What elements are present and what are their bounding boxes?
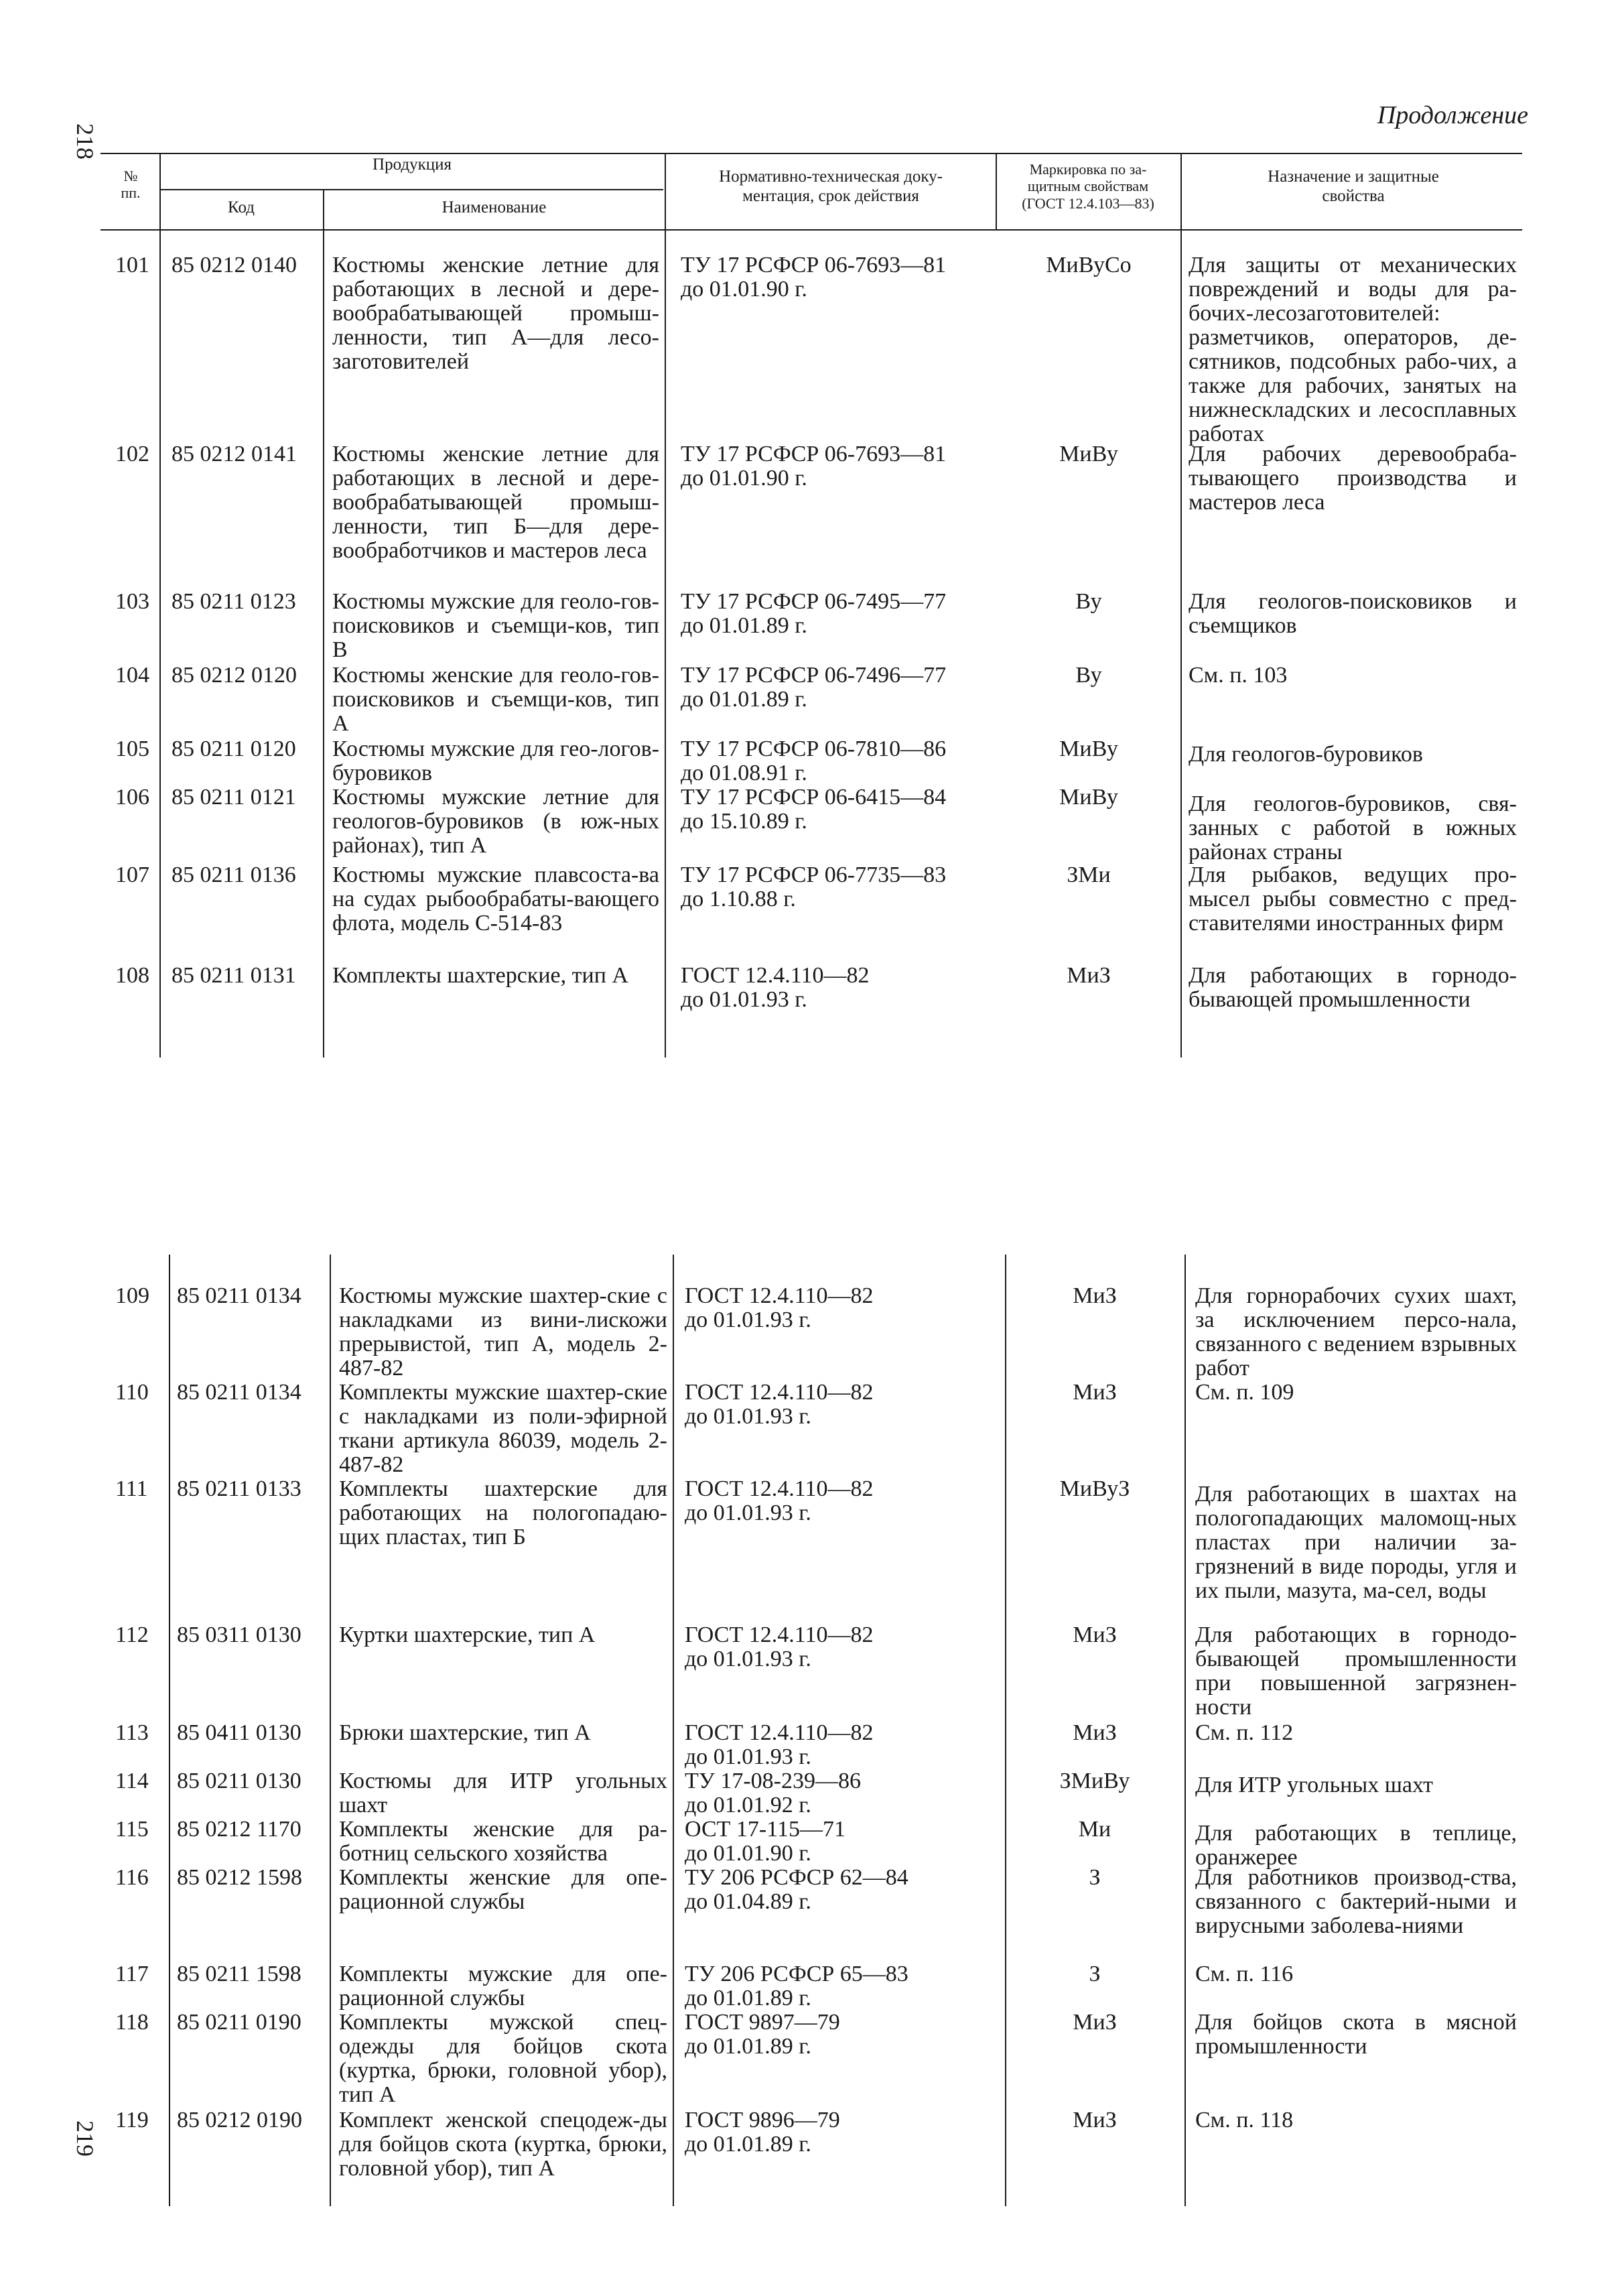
row-name: Костюмы женские летние для работающих в лесной и дере-вообрабатывающей промыш-ленности, тип Б—для дере-вообработчиков и мастеров леса	[332, 442, 659, 563]
row-document: ТУ 17 РСФСР 06-7693—81 до 01.01.90 г.	[681, 442, 947, 491]
row-document: ОСТ 17-115—71 до 01.01.90 г.	[685, 1817, 846, 1866]
row-purpose: Для бойцов скота в мясной промышленности	[1195, 2010, 1517, 2059]
row-number: 105	[115, 737, 149, 761]
row-code: 85 0211 0136	[172, 863, 296, 887]
row-code: 85 0211 0134	[177, 1283, 301, 1308]
row-marking: МиЗ	[1073, 1380, 1117, 1405]
row-number: 107	[115, 863, 149, 887]
row-document: ТУ 206 РСФСР 65—83 до 01.01.89 г.	[685, 1962, 908, 2011]
row-document: ГОСТ 12.4.110—82 до 01.01.93 г.	[685, 1283, 874, 1332]
row-number: 109	[115, 1283, 149, 1308]
row-marking: МиВу	[1059, 737, 1118, 761]
row-purpose: Для геологов-поисковиков и съемщиков	[1189, 589, 1517, 638]
col-divider	[996, 153, 997, 229]
header-product-group: Продукция	[373, 155, 452, 174]
row-marking: МиВу	[1059, 785, 1118, 810]
row-name: Костюмы мужские для геоло-гов-поисковиков и съемщи-ков, тип В	[332, 589, 659, 662]
row-marking: МиЗ	[1073, 2108, 1117, 2132]
row-marking: Ву	[1075, 589, 1102, 614]
header-document: Нормативно-техническая доку- ментация, срок действия	[719, 168, 943, 205]
row-number: 106	[115, 785, 149, 810]
row-document: ГОСТ 12.4.110—82 до 01.01.93 г.	[685, 1720, 874, 1769]
col-divider	[1005, 1255, 1006, 2206]
row-number: 110	[115, 1380, 149, 1405]
row-name: Брюки шахтерские, тип А	[339, 1720, 591, 1745]
row-marking: МиВуЗ	[1059, 1476, 1130, 1501]
row-code: 85 0311 0130	[177, 1622, 301, 1647]
row-marking: МиЗ	[1073, 2010, 1117, 2035]
row-document: ТУ 17 РСФСР 06-7810—86 до 01.08.91 г.	[681, 737, 947, 785]
row-name: Комплекты шахтерские для работающих на пологопадаю-щих пластах, тип Б	[339, 1476, 667, 1549]
row-name: Костюмы мужские шахтер-ские с накладками из вини-лискожи прерывистой, тип А, модель 2-487-82	[339, 1283, 667, 1381]
row-purpose: См. п. 118	[1195, 2108, 1294, 2132]
row-marking: МиЗ	[1067, 963, 1111, 988]
row-purpose: См. п. 109	[1195, 1380, 1294, 1405]
row-name: Комплекты мужские для опе-рационной службы	[339, 1962, 667, 2011]
row-number: 114	[115, 1769, 149, 1793]
row-name: Костюмы женские для геоло-гов-поисковиков и съемщи-ков, тип А	[332, 663, 659, 736]
header-num: № пп.	[121, 168, 141, 202]
row-code: 85 0212 0120	[172, 663, 297, 688]
row-code: 85 0212 0140	[172, 253, 297, 277]
row-document: ТУ 17 РСФСР 06-7735—83 до 1.10.88 г.	[681, 863, 947, 911]
row-document: ТУ 17 РСФСР 06-7693—81 до 01.01.90 г.	[681, 253, 947, 302]
row-marking: МиЗ	[1073, 1622, 1117, 1647]
row-document: ТУ 17-08-239—86 до 01.01.92 г.	[685, 1769, 861, 1817]
header-top-rule	[100, 153, 1522, 154]
row-name: Комплекты женские для опе-рационной службы	[339, 1865, 667, 1914]
row-name: Костюмы мужские плавсоста-ва на судах рыбообрабаты-вающего флота, модель С-514-83	[332, 863, 659, 936]
product-subheader-rule	[161, 189, 663, 190]
row-purpose: Для рыбаков, ведущих про-мысел рыбы совместно с пред-ставителями иностранных фирм	[1189, 863, 1517, 936]
header-marking: Маркировка по за- щитным свойствам (ГОСТ 12.4.103—83)	[1022, 161, 1154, 212]
row-number: 104	[115, 663, 149, 688]
right-page-number: 219	[72, 2120, 98, 2157]
row-code: 85 0211 0120	[172, 737, 296, 761]
row-purpose: Для работающих в теплице, оранжерее	[1195, 1821, 1517, 1870]
row-marking: ЗМиВу	[1059, 1769, 1130, 1793]
row-code: 85 0211 0123	[172, 589, 296, 614]
row-number: 103	[115, 589, 149, 614]
col-divider	[159, 153, 161, 1058]
row-code: 85 0211 0190	[177, 2010, 301, 2035]
header-bottom-rule	[100, 229, 1522, 231]
row-number: 112	[115, 1622, 149, 1647]
row-number: 116	[115, 1865, 149, 1890]
col-divider	[1180, 153, 1182, 1058]
row-name: Куртки шахтерские, тип А	[339, 1622, 596, 1647]
row-number: 108	[115, 963, 149, 988]
row-purpose: Для работающих в горнодо-бывающей промышленности при повышенной загрязнен-ности	[1195, 1622, 1517, 1720]
row-document: ТУ 206 РСФСР 62—84 до 01.04.89 г.	[685, 1865, 908, 1914]
row-purpose: Для работающих в шахтах на пологопадающих маломощ-ных пластах при наличии за-грязнений в виде породы, угля и их пыли, мазута, ма-сел, воды	[1195, 1482, 1517, 1603]
row-number: 111	[115, 1476, 148, 1501]
row-marking: Ву	[1075, 663, 1102, 688]
row-code: 85 0211 0131	[172, 963, 296, 988]
row-name: Костюмы женские летние для работающих в лесной и дере-вообрабатывающей промыш-ленности, тип А—для лесо-заготовителей	[332, 253, 659, 374]
header-name: Наименование	[442, 198, 547, 216]
col-divider	[169, 1255, 170, 2206]
row-number: 119	[115, 2108, 149, 2132]
row-document: ТУ 17 РСФСР 06-6415—84 до 15.10.89 г.	[681, 785, 947, 834]
row-code: 85 0211 0134	[177, 1380, 301, 1405]
row-document: ГОСТ 12.4.110—82 до 01.01.93 г.	[685, 1622, 874, 1671]
row-code: 85 0212 1170	[177, 1817, 301, 1842]
row-name: Комплекты мужские шахтер-ские с накладками из поли-эфирной ткани артикула 86039, модель 2-487-82	[339, 1380, 667, 1477]
col-divider	[665, 153, 666, 1058]
row-code: 85 0211 1598	[177, 1962, 301, 1986]
row-marking: З	[1089, 1865, 1101, 1890]
row-document: ГОСТ 12.4.110—82 до 01.01.93 г.	[681, 963, 870, 1012]
row-purpose: Для работников производ-ства, связанного с бактерий-ными и вирусными заболева-ниями	[1195, 1865, 1517, 1938]
row-number: 101	[115, 253, 149, 277]
row-number: 118	[115, 2010, 149, 2035]
row-purpose: См. п. 112	[1195, 1720, 1294, 1745]
row-name: Костюмы мужские летние для геологов-буровиков (в юж-ных районах), тип А	[332, 785, 659, 858]
row-number: 117	[115, 1962, 149, 1986]
row-marking: З	[1089, 1962, 1101, 1986]
row-purpose: Для работающих в горнодо-бывающей промышленности	[1189, 963, 1517, 1012]
row-purpose: Для горнорабочих сухих шахт, за исключением персо-нала, связанного с ведением взрывных работ	[1195, 1283, 1517, 1381]
row-document: ГОСТ 12.4.110—82 до 01.01.93 г.	[685, 1476, 874, 1525]
row-document: ГОСТ 9896—79 до 01.01.89 г.	[685, 2108, 840, 2157]
row-code: 85 0212 0141	[172, 442, 297, 466]
row-marking: МиЗ	[1073, 1283, 1117, 1308]
row-number: 102	[115, 442, 149, 466]
row-name: Комплекты мужской спец-одежды для бойцов скота (куртка, брюки, головной убор), тип А	[339, 2010, 667, 2107]
row-name: Костюмы мужские для гео-логов-буровиков	[332, 737, 659, 785]
row-name: Комплекты шахтерские, тип А	[332, 963, 628, 988]
row-code: 85 0211 0133	[177, 1476, 301, 1501]
row-document: ТУ 17 РСФСР 06-7496—77 до 01.01.89 г.	[681, 663, 947, 712]
row-purpose: Для геологов-буровиков	[1189, 742, 1423, 767]
row-number: 115	[115, 1817, 149, 1842]
row-purpose: Для защиты от механических повреждений и воды для ра-бочих-лесозаготовителей: разметчиков, операторов, де-сятников, подсобных рабо-чих, а также для рабочих, занятых на нижнескладских и лесосплавных работах	[1189, 253, 1517, 446]
row-marking: Ми	[1078, 1817, 1111, 1842]
row-code: 85 0211 0121	[172, 785, 296, 810]
continuation-label: Продолжение	[1377, 101, 1528, 129]
row-purpose: Для геологов-буровиков, свя-занных с работой в южных районах страны	[1189, 791, 1517, 865]
row-marking: МиВуСо	[1046, 253, 1132, 277]
row-number: 113	[115, 1720, 149, 1745]
col-divider	[323, 189, 324, 1058]
row-marking: МиВу	[1059, 442, 1118, 466]
row-name: Костюмы для ИТР угольных шахт	[339, 1769, 667, 1817]
row-purpose: См. п. 103	[1189, 663, 1288, 688]
row-code: 85 0411 0130	[177, 1720, 301, 1745]
row-marking: МиЗ	[1073, 1720, 1117, 1745]
row-document: ГОСТ 9897—79 до 01.01.89 г.	[685, 2010, 840, 2059]
row-purpose: См. п. 116	[1195, 1962, 1294, 1986]
row-purpose: Для ИТР угольных шахт	[1195, 1773, 1433, 1797]
row-code: 85 0212 0190	[177, 2108, 302, 2132]
row-code: 85 0212 1598	[177, 1865, 302, 1890]
col-divider	[1185, 1255, 1186, 2206]
header-code: Код	[228, 198, 255, 216]
row-document: ГОСТ 12.4.110—82 до 01.01.93 г.	[685, 1380, 874, 1429]
row-purpose: Для рабочих деревообраба-тывающего производства и мастеров леса	[1189, 442, 1517, 515]
col-divider	[330, 1255, 331, 2206]
row-name: Комплекты женские для ра-ботниц сельского хозяйства	[339, 1817, 667, 1866]
header-purpose: Назначение и защитные свойства	[1268, 168, 1439, 205]
row-marking: ЗМи	[1067, 863, 1111, 887]
row-code: 85 0211 0130	[177, 1769, 301, 1793]
row-document: ТУ 17 РСФСР 06-7495—77 до 01.01.89 г.	[681, 589, 947, 638]
row-name: Комплект женской спецодеж-ды для бойцов скота (куртка, брюки, головной убор), тип А	[339, 2108, 667, 2181]
left-page-number: 218	[72, 123, 98, 160]
col-divider	[673, 1255, 674, 2206]
